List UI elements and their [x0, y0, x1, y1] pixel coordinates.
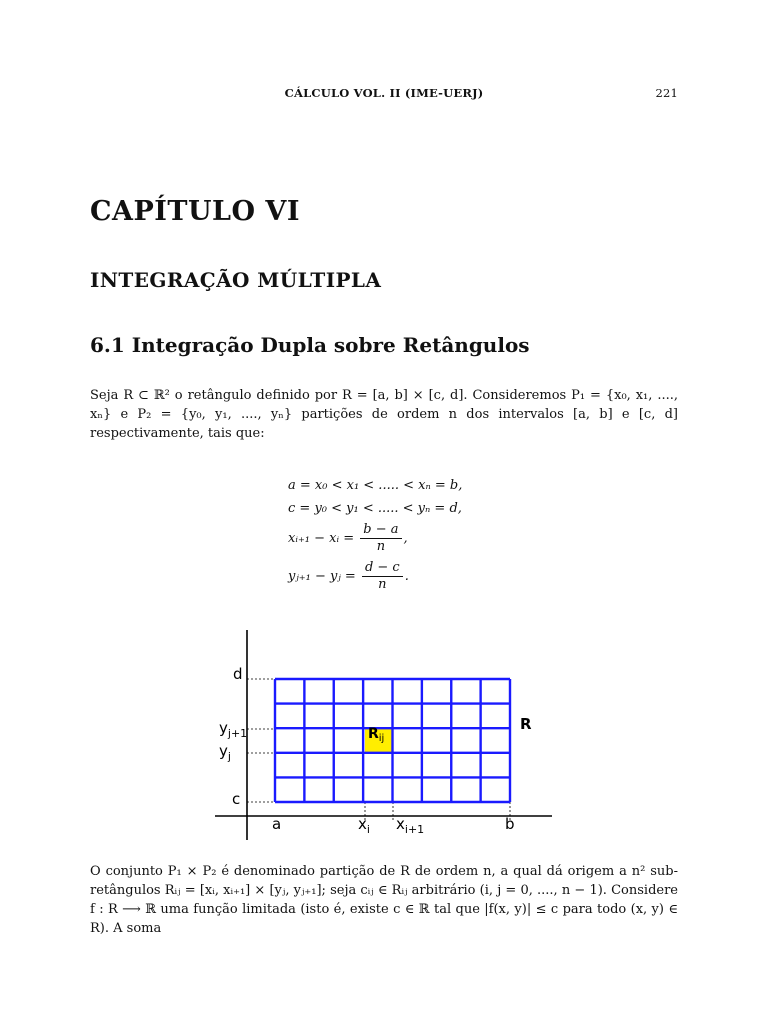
label-d: d: [233, 665, 243, 683]
fraction-x-step: [360, 522, 401, 555]
equation-x-step: [288, 522, 408, 555]
fraction-y-denominator: n: [378, 577, 387, 592]
equation-y-step-lhs: yⱼ₊₁ − yⱼ =: [288, 569, 356, 584]
fraction-y-step: [362, 560, 403, 593]
label-c: c: [232, 790, 241, 808]
equation-y-step-end: .: [404, 569, 409, 584]
running-header: [90, 86, 678, 104]
part-title: INTEGRAÇÃO MÚLTIPLA: [90, 268, 382, 292]
equation-x-step-lhs: xᵢ₊₁ − xᵢ =: [288, 531, 355, 546]
chapter-title: CAPÍTULO VI: [90, 196, 300, 227]
fraction-x-numerator: b − a: [360, 522, 401, 539]
label-xi1: $x_{i+1}$: [396, 815, 425, 836]
partition-grid: [275, 679, 510, 802]
label-xi: $x_i$: [358, 815, 370, 836]
page-number: 221: [655, 86, 678, 100]
label-Rij: $R_{ij}$: [368, 726, 385, 744]
equation-y-partition: c = y₀ < y₁ < ..... < yₙ = d,: [288, 501, 462, 516]
fraction-x-denominator: n: [376, 539, 386, 554]
equation-x-step-end: ,: [403, 531, 408, 546]
running-title: CÁLCULO VOL. II (IME-UERJ): [284, 86, 484, 100]
sum-paragraph: O conjunto P₁ × P₂ é denominado partição de R de ordem n, a qual dá origem a n² sub-retângulos Rᵢⱼ = [xᵢ, xᵢ₊₁] × [yⱼ, yⱼ₊₁]; seja cᵢⱼ ∈ Rᵢⱼ arbitrário (i, j = 0, ...., n − 1). Considere f : R ⟶ ℝ uma função limitada (isto é, existe c ∈ ℝ tal que |f(x, y)| ≤ c para todo (x, y) ∈ R). A soma: [90, 864, 678, 936]
label-yj: $y_j$: [219, 742, 231, 763]
section-title: 6.1 Integração Dupla sobre Retângulos: [90, 333, 530, 357]
label-a: a: [272, 815, 282, 833]
equation-y-step: [288, 560, 409, 593]
fraction-y-numerator: d − c: [362, 560, 403, 577]
partition-figure: [200, 620, 560, 840]
intro-paragraph: Seja R ⊂ ℝ² o retângulo definido por R = [a, b] × [c, d]. Consideremos P₁ = {x₀, x₁, ...., xₙ} e P₂ = {y₀, y₁, ...., yₙ} partições de ordem n dos intervalos [a, b] e [c, d] respectivamente, tais que:: [90, 388, 678, 441]
label-b: b: [505, 815, 515, 833]
label-yj1: $y_{j+1}$: [219, 719, 248, 740]
label-R: R: [520, 715, 532, 733]
equation-x-partition: a = x₀ < x₁ < ..... < xₙ = b,: [288, 478, 463, 493]
